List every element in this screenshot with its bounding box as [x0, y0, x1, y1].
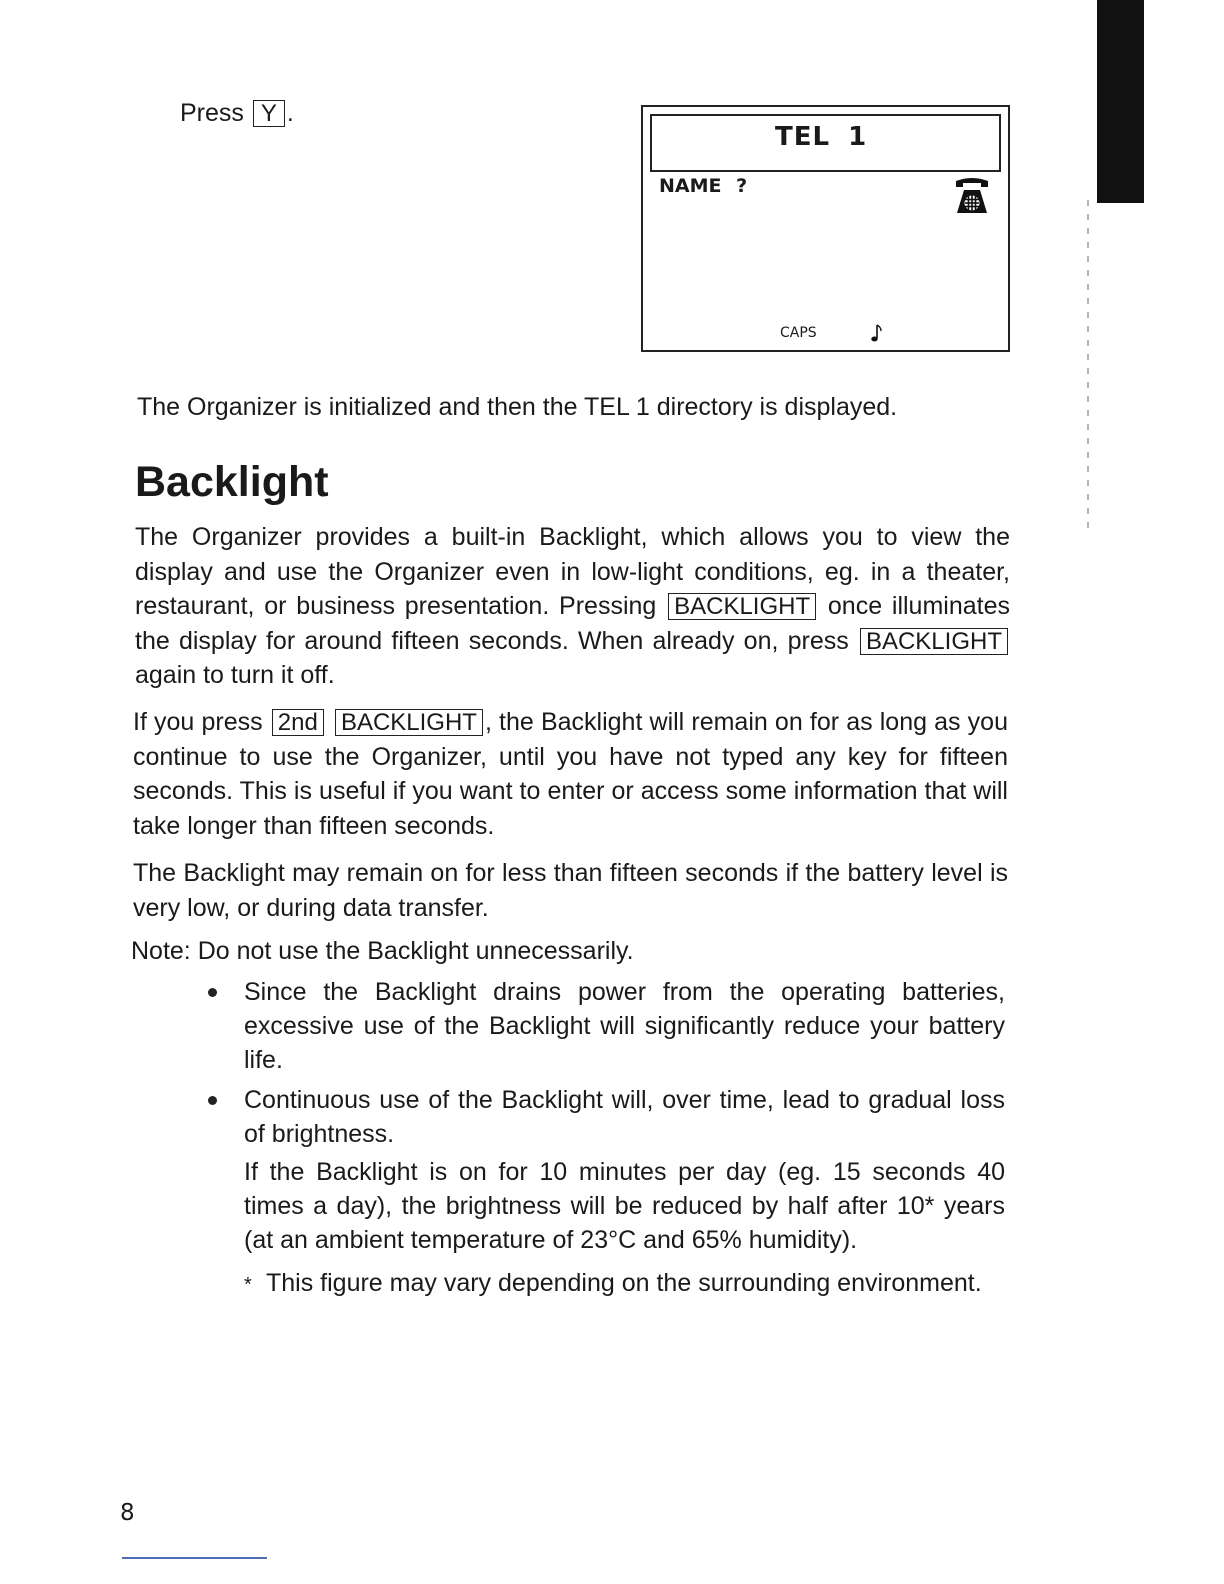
telephone-icon — [954, 175, 990, 217]
list-item — [200, 1083, 1005, 1257]
para2-text-1: If you press — [133, 708, 263, 736]
bullet-icon — [208, 988, 217, 997]
bullet-detail: If the Backlight is on for 10 minutes per day (eg. 15 seconds 40 times a day), the brightness will be reduced by half after 10* years (at an ambient temperature of 23°C and 65% humidity). — [244, 1158, 1005, 1254]
intro-text: The Organizer is initialized and then the TEL 1 directory is displayed. — [137, 393, 898, 421]
bottom-rule — [122, 1557, 267, 1559]
backlight-key: BACKLIGHT — [668, 593, 816, 620]
page-number: 8 — [120, 1500, 135, 1526]
para1-text-3: again to turn it off. — [135, 661, 335, 689]
bullet-text: Since the Backlight drains power from the operating batteries, excessive use of the Backlight will significantly reduce your battery life. — [244, 978, 1005, 1074]
footnote-mark: * — [244, 1274, 252, 1296]
backlight-key: BACKLIGHT — [335, 709, 483, 736]
section-heading: Backlight — [135, 458, 329, 506]
footnote — [244, 1266, 1004, 1300]
y-key: Y — [253, 100, 285, 127]
para1-text-2: once illuminates the display for around fifteen seconds. When already on, press — [135, 592, 1010, 655]
page-edge-tab — [1097, 0, 1144, 203]
lcd-name-prompt: NAME ? — [659, 175, 748, 197]
para2-text-2: , the Backlight will remain on for as long as you continue to use the Organizer, until you have not typed any key for fifteen seconds. This is useful if you want to enter or access some information that will take longer than fifteen seconds. — [133, 708, 1008, 840]
list-item — [200, 975, 1005, 1077]
backlight-key: BACKLIGHT — [860, 628, 1008, 655]
page-edge-line — [1087, 200, 1089, 530]
press-instruction — [180, 97, 294, 129]
para1-text-1: The Organizer provides a built-in Backlight, which allows you to view the display and use the Organizer even in low-light conditions, eg. in a theater, restaurant, or business presentation. Pressing — [135, 523, 1010, 620]
backlight-paragraph-3: The Backlight may remain on for less than fifteen seconds if the battery level is very low, or during data transfer. — [133, 859, 1008, 922]
press-period: . — [286, 99, 294, 127]
music-note-icon — [869, 323, 883, 343]
backlight-paragraph-2 — [133, 705, 1008, 843]
note-bullet-list — [200, 975, 1005, 1263]
lcd-caps-indicator: CAPS — [780, 325, 817, 341]
backlight-paragraph-1 — [135, 520, 1010, 693]
footnote-text: This figure may vary depending on the surrounding environment. — [266, 1269, 982, 1297]
note-line: Note: Do not use the Backlight unnecessarily. — [131, 937, 634, 965]
bullet-text: Continuous use of the Backlight will, over time, lead to gradual loss of brightness. — [244, 1086, 1005, 1148]
lcd-display — [641, 105, 1010, 352]
bullet-icon — [208, 1096, 217, 1105]
press-label: Press — [180, 99, 244, 127]
second-key: 2nd — [272, 709, 324, 736]
lcd-title: TEL 1 — [775, 122, 868, 152]
